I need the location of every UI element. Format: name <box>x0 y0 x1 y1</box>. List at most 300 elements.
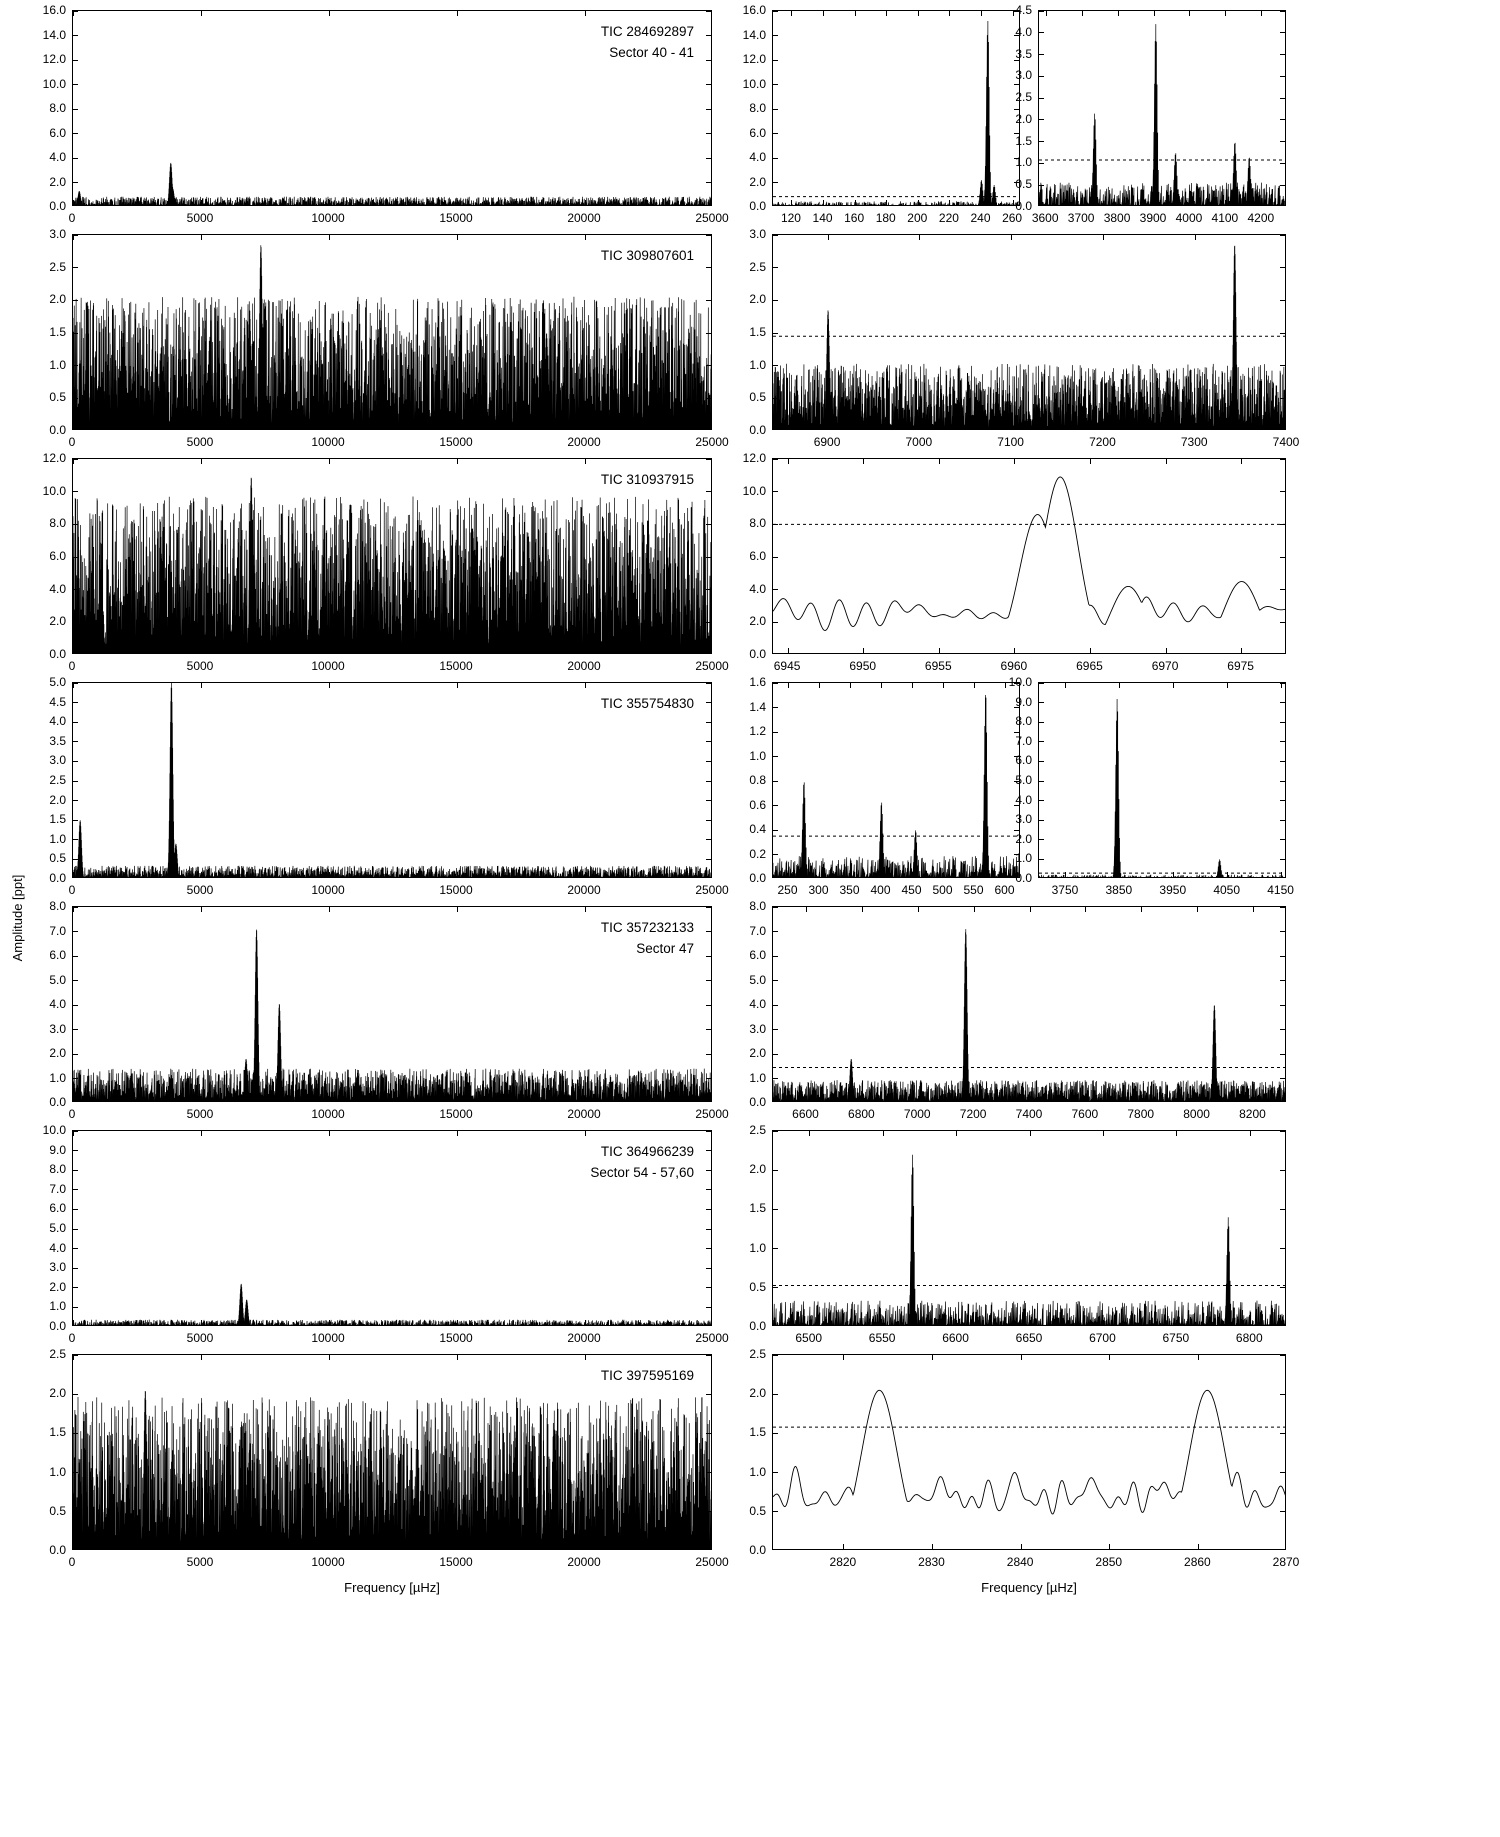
y-tick-mark <box>773 557 778 558</box>
y-tick-mark <box>73 557 78 558</box>
y-tick-mark <box>706 589 711 590</box>
y-tick-mark <box>73 839 78 840</box>
panel-annotation: TIC 397595169 <box>600 1368 694 1383</box>
x-tick-mark <box>1021 1355 1022 1360</box>
plot-frame <box>772 458 1286 654</box>
x-tick-mark <box>1176 1131 1177 1136</box>
panel-annotation: TIC 355754830 <box>600 696 694 711</box>
y-tick-mark <box>1280 398 1285 399</box>
x-tick-mark <box>1154 200 1155 205</box>
y-tick-label: 3.0 <box>1015 812 1032 827</box>
x-tick-mark <box>1154 11 1155 16</box>
y-tick-mark <box>706 1054 711 1055</box>
x-tick-mark <box>919 235 920 240</box>
y-tick-mark <box>773 1078 778 1079</box>
x-tick-mark <box>1103 1131 1104 1136</box>
spectrum-trace <box>773 235 1286 430</box>
y-tick-label: 3.0 <box>49 753 66 768</box>
x-tick-label: 7400 <box>1015 1107 1043 1121</box>
y-tick-mark <box>706 1307 711 1308</box>
y-tick-mark <box>1280 1005 1285 1006</box>
y-tick-mark <box>73 820 78 821</box>
y-tick-mark <box>706 182 711 183</box>
x-tick-mark <box>1119 872 1120 877</box>
x-tick-mark <box>201 1131 202 1136</box>
y-tick-mark <box>773 365 778 366</box>
y-tick-label: 16.0 <box>42 3 66 17</box>
x-tick-label: 0 <box>68 659 76 673</box>
plot-panel-row3-full <box>42 451 729 673</box>
x-tick-mark <box>201 1355 202 1360</box>
x-tick-label: 2840 <box>1006 1555 1034 1569</box>
y-tick-label: 1.0 <box>49 831 66 846</box>
x-tick-mark <box>1109 1355 1110 1360</box>
x-tick-label: 160 <box>844 211 865 225</box>
y-tick-label: 2.0 <box>49 1279 66 1294</box>
x-tick-mark <box>1261 11 1262 16</box>
x-tick-mark <box>823 11 824 16</box>
x-tick-label: 240 <box>970 211 991 225</box>
x-tick-label: 6700 <box>1089 1331 1116 1345</box>
y-tick-label: 0.6 <box>749 797 766 812</box>
spectrum-trace <box>73 459 712 654</box>
y-tick-mark <box>73 589 78 590</box>
x-tick-mark <box>73 1355 74 1360</box>
y-tick-mark <box>773 300 778 301</box>
x-tick-mark <box>883 1131 884 1136</box>
x-tick-label: 6750 <box>1162 1331 1190 1345</box>
y-tick-mark <box>1280 1287 1285 1288</box>
y-tick-label: 1.0 <box>749 1070 766 1085</box>
y-tick-mark <box>73 622 78 623</box>
y-tick-label: 0.0 <box>49 1095 66 1109</box>
x-tick-label: 260 <box>1002 211 1023 225</box>
y-tick-mark <box>706 158 711 159</box>
x-tick-mark <box>912 872 913 877</box>
plot-frame <box>72 906 712 1102</box>
plot-panel-row6-zoom <box>749 1123 1286 1345</box>
x-tick-mark <box>73 683 74 688</box>
x-tick-mark <box>1241 648 1242 653</box>
y-tick-mark <box>706 1248 711 1249</box>
y-tick-mark <box>1039 185 1044 186</box>
x-tick-mark <box>806 1096 807 1101</box>
y-tick-label: 2.0 <box>49 1386 66 1401</box>
y-tick-label: 6.0 <box>749 125 766 140</box>
x-tick-label: 7400 <box>1272 435 1300 449</box>
plot-panel-row3-zoom <box>742 451 1286 673</box>
y-tick-label: 4.0 <box>49 714 66 729</box>
x-tick-label: 3850 <box>1105 883 1133 897</box>
y-tick-mark <box>1280 11 1285 12</box>
y-tick-mark <box>706 1005 711 1006</box>
x-tick-label: 10000 <box>311 211 345 225</box>
x-tick-mark <box>1046 200 1047 205</box>
x-tick-mark <box>329 683 330 688</box>
x-tick-mark <box>932 1544 933 1549</box>
y-tick-mark <box>706 741 711 742</box>
x-tick-mark <box>1103 235 1104 240</box>
plot-frame <box>72 682 712 878</box>
x-tick-mark <box>1176 1320 1177 1325</box>
y-tick-mark <box>706 980 711 981</box>
y-tick-label: 1.2 <box>749 724 766 738</box>
y-tick-label: 1.0 <box>1015 851 1032 866</box>
plot-frame <box>72 1130 712 1326</box>
y-tick-mark <box>773 830 778 831</box>
y-tick-mark <box>706 1268 711 1269</box>
y-tick-mark <box>73 859 78 860</box>
x-tick-mark <box>1225 200 1226 205</box>
x-tick-label: 250 <box>777 883 798 897</box>
x-tick-mark <box>1250 1320 1251 1325</box>
x-tick-mark <box>881 872 882 877</box>
x-tick-mark <box>1011 424 1012 429</box>
x-tick-mark <box>1119 683 1120 688</box>
x-tick-label: 6965 <box>1076 659 1103 673</box>
x-tick-mark <box>981 11 982 16</box>
y-tick-mark <box>73 109 78 110</box>
x-tick-mark <box>585 235 586 240</box>
y-tick-mark <box>706 1229 711 1230</box>
panel-annotation: Sector 54 - 57,60 <box>590 1165 694 1180</box>
y-tick-mark <box>1280 163 1285 164</box>
y-tick-label: 0.5 <box>749 390 766 405</box>
x-tick-mark <box>1085 1096 1086 1101</box>
y-tick-mark <box>773 1355 778 1356</box>
y-tick-label: 0.0 <box>49 423 66 437</box>
y-tick-label: 6.0 <box>49 549 66 563</box>
y-tick-mark <box>1039 839 1044 840</box>
y-tick-mark <box>1280 1394 1285 1395</box>
x-tick-mark <box>1173 683 1174 688</box>
x-tick-label: 2820 <box>829 1555 857 1569</box>
x-tick-label: 15000 <box>439 1331 473 1345</box>
x-tick-mark <box>956 1320 957 1325</box>
x-tick-mark <box>201 872 202 877</box>
x-tick-label: 7200 <box>959 1107 987 1121</box>
y-tick-mark <box>706 1511 711 1512</box>
x-tick-mark <box>918 1096 919 1101</box>
y-tick-label: 0.0 <box>749 199 766 213</box>
x-tick-mark <box>956 1131 957 1136</box>
y-tick-label: 3.0 <box>1015 68 1032 83</box>
y-tick-mark <box>1280 761 1285 762</box>
x-tick-label: 3750 <box>1051 883 1079 897</box>
x-tick-label: 7800 <box>1127 1107 1155 1121</box>
plot-frame <box>772 10 1020 206</box>
x-tick-mark <box>932 1355 933 1360</box>
y-tick-mark <box>706 820 711 821</box>
x-tick-label: 4150 <box>1267 883 1294 897</box>
y-tick-label: 10.0 <box>742 483 766 498</box>
x-tick-mark <box>1166 648 1167 653</box>
x-tick-mark <box>73 424 74 429</box>
x-tick-label: 400 <box>870 883 891 897</box>
x-tick-mark <box>457 1131 458 1136</box>
y-tick-label: 12.0 <box>742 451 766 465</box>
x-tick-mark <box>1141 907 1142 912</box>
y-tick-label: 1.5 <box>749 325 766 339</box>
y-tick-mark <box>1039 820 1044 821</box>
y-tick-mark <box>73 158 78 159</box>
y-tick-label: 2.0 <box>49 1046 66 1060</box>
y-tick-mark <box>706 109 711 110</box>
x-tick-mark <box>788 648 789 653</box>
y-tick-label: 1.0 <box>749 748 766 763</box>
y-tick-mark <box>1280 907 1285 908</box>
y-tick-mark <box>706 1029 711 1030</box>
y-tick-mark <box>73 980 78 981</box>
y-tick-mark <box>1280 1029 1285 1030</box>
y-tick-mark <box>73 1355 78 1356</box>
y-tick-label: 0.0 <box>49 199 66 213</box>
y-tick-label: 0.4 <box>749 822 766 836</box>
x-tick-mark <box>1250 1131 1251 1136</box>
y-tick-mark <box>1039 76 1044 77</box>
y-tick-mark <box>73 956 78 957</box>
y-tick-label: 1.0 <box>49 357 66 372</box>
y-tick-label: 2.0 <box>749 1046 766 1060</box>
x-tick-mark <box>949 200 950 205</box>
x-tick-label: 7000 <box>903 1107 931 1121</box>
plot-panel-row6-full <box>42 1123 729 1345</box>
spectrum-trace <box>73 1355 712 1550</box>
y-tick-mark <box>73 35 78 36</box>
x-tick-mark <box>1227 683 1228 688</box>
x-tick-mark <box>1030 1096 1031 1101</box>
y-tick-label: 0.0 <box>749 1543 766 1557</box>
y-tick-mark <box>706 1355 711 1356</box>
x-tick-mark <box>843 1544 844 1549</box>
x-tick-label: 6900 <box>813 435 841 449</box>
spectrum-trace <box>73 235 712 430</box>
x-tick-mark <box>329 648 330 653</box>
y-tick-mark <box>773 109 778 110</box>
x-tick-mark <box>201 200 202 205</box>
y-tick-mark <box>1280 820 1285 821</box>
y-tick-mark <box>73 133 78 134</box>
y-tick-mark <box>706 931 711 932</box>
x-tick-mark <box>1195 235 1196 240</box>
y-tick-label: 0.5 <box>49 1503 66 1518</box>
y-tick-mark <box>773 907 778 908</box>
x-tick-mark <box>819 683 820 688</box>
x-tick-label: 20000 <box>567 435 601 449</box>
y-tick-mark <box>73 491 78 492</box>
y-tick-mark <box>773 133 778 134</box>
y-tick-mark <box>1280 557 1285 558</box>
y-tick-mark <box>73 365 78 366</box>
x-tick-mark <box>974 907 975 912</box>
y-tick-mark <box>73 1189 78 1190</box>
x-tick-label: 0 <box>68 1555 76 1569</box>
y-tick-mark <box>773 398 778 399</box>
x-tick-mark <box>1173 872 1174 877</box>
y-tick-mark <box>706 702 711 703</box>
y-tick-mark <box>773 781 778 782</box>
panel-annotation: TIC 310937915 <box>600 472 694 487</box>
y-tick-label: 1.5 <box>49 325 66 339</box>
x-tick-mark <box>201 1096 202 1101</box>
x-tick-mark <box>1189 200 1190 205</box>
y-tick-label: 5.0 <box>49 675 66 689</box>
x-tick-mark <box>918 200 919 205</box>
y-tick-mark <box>1280 185 1285 186</box>
y-tick-mark <box>1280 1472 1285 1473</box>
x-tick-label: 20000 <box>567 211 601 225</box>
y-tick-mark <box>706 524 711 525</box>
x-tick-label: 8000 <box>1183 1107 1210 1121</box>
y-tick-mark <box>73 1287 78 1288</box>
x-tick-mark <box>1118 11 1119 16</box>
x-tick-mark <box>457 235 458 240</box>
spectrum-trace <box>773 683 1020 878</box>
y-tick-label: 4.0 <box>749 581 766 596</box>
x-tick-mark <box>1166 459 1167 464</box>
y-tick-mark <box>773 1170 778 1171</box>
y-tick-label: 0.0 <box>749 871 766 885</box>
x-tick-label: 5000 <box>186 1331 214 1345</box>
y-tick-mark <box>1280 589 1285 590</box>
y-tick-mark <box>1014 830 1019 831</box>
x-tick-mark <box>863 459 864 464</box>
x-tick-mark <box>457 1096 458 1101</box>
y-tick-label: 8.0 <box>749 899 766 913</box>
x-tick-mark <box>457 907 458 912</box>
plot-panel-row4-zoomB <box>1008 675 1294 897</box>
y-tick-label: 3.0 <box>749 227 766 241</box>
y-tick-label: 1.0 <box>49 1299 66 1314</box>
y-tick-mark <box>706 84 711 85</box>
y-tick-mark <box>1280 622 1285 623</box>
x-tick-mark <box>585 683 586 688</box>
y-tick-label: 0.5 <box>749 1279 766 1294</box>
x-tick-label: 20000 <box>567 1331 601 1345</box>
y-tick-label: 14.0 <box>42 27 66 42</box>
y-tick-label: 2.0 <box>749 614 766 629</box>
x-tick-mark <box>1195 424 1196 429</box>
y-tick-label: 1.0 <box>749 357 766 372</box>
x-tick-label: 20000 <box>567 659 601 673</box>
x-tick-mark <box>585 872 586 877</box>
y-tick-label: 2.0 <box>749 1386 766 1401</box>
x-tick-label: 180 <box>875 211 896 225</box>
y-tick-mark <box>706 859 711 860</box>
x-tick-mark <box>939 648 940 653</box>
x-tick-mark <box>843 1355 844 1360</box>
x-tick-label: 3800 <box>1103 211 1131 225</box>
y-tick-mark <box>706 1287 711 1288</box>
x-tick-mark <box>73 200 74 205</box>
y-tick-mark <box>73 702 78 703</box>
x-tick-label: 200 <box>907 211 928 225</box>
y-tick-mark <box>1039 722 1044 723</box>
x-tick-mark <box>457 648 458 653</box>
y-tick-mark <box>773 1433 778 1434</box>
x-tick-mark <box>457 872 458 877</box>
x-tick-mark <box>1109 1544 1110 1549</box>
y-tick-label: 7.0 <box>749 923 766 938</box>
x-tick-label: 450 <box>901 883 922 897</box>
y-tick-mark <box>1280 741 1285 742</box>
x-tick-mark <box>819 872 820 877</box>
y-tick-label: 3.0 <box>49 1021 66 1036</box>
x-tick-label: 10000 <box>311 883 345 897</box>
y-tick-mark <box>1039 163 1044 164</box>
y-tick-label: 6.0 <box>49 125 66 140</box>
x-tick-mark <box>1065 872 1066 877</box>
y-tick-mark <box>73 1131 78 1132</box>
y-tick-label: 8.0 <box>1015 714 1032 729</box>
x-tick-label: 15000 <box>439 211 473 225</box>
x-tick-mark <box>457 1320 458 1325</box>
y-tick-label: 5.0 <box>49 972 66 987</box>
x-tick-label: 600 <box>994 883 1015 897</box>
x-tick-label: 10000 <box>311 659 345 673</box>
y-tick-label: 6.0 <box>1015 753 1032 768</box>
y-tick-label: 10.0 <box>742 76 766 91</box>
x-tick-mark <box>974 872 975 877</box>
y-tick-label: 0.5 <box>49 390 66 405</box>
y-tick-mark <box>73 683 78 684</box>
y-tick-mark <box>73 1394 78 1395</box>
y-tick-mark <box>1014 109 1019 110</box>
x-tick-mark <box>329 1131 330 1136</box>
y-tick-mark <box>1039 32 1044 33</box>
y-tick-label: 4.5 <box>49 694 66 709</box>
spectrum-trace <box>773 459 1286 654</box>
x-tick-mark <box>886 200 887 205</box>
x-tick-mark <box>585 1544 586 1549</box>
x-tick-mark <box>788 872 789 877</box>
x-tick-label: 25000 <box>695 435 729 449</box>
y-tick-mark <box>773 756 778 757</box>
x-tick-label: 25000 <box>695 1107 729 1121</box>
y-tick-mark <box>1039 781 1044 782</box>
y-tick-label: 0.0 <box>49 647 66 661</box>
y-tick-mark <box>73 1307 78 1308</box>
x-tick-label: 25000 <box>695 659 729 673</box>
y-tick-mark <box>1280 859 1285 860</box>
y-tick-label: 16.0 <box>742 3 766 17</box>
y-tick-mark <box>73 84 78 85</box>
x-tick-mark <box>585 1096 586 1101</box>
y-tick-label: 7.0 <box>1015 733 1032 748</box>
x-tick-label: 6800 <box>848 1107 875 1121</box>
x-tick-mark <box>862 1096 863 1101</box>
y-tick-mark <box>73 459 78 460</box>
x-tick-mark <box>1189 11 1190 16</box>
x-tick-mark <box>1085 907 1086 912</box>
x-tick-mark <box>329 1096 330 1101</box>
x-tick-label: 25000 <box>695 883 729 897</box>
y-tick-label: 2.5 <box>749 259 766 274</box>
x-tick-label: 7100 <box>997 435 1024 449</box>
x-tick-label: 7300 <box>1180 435 1208 449</box>
y-tick-label: 6.0 <box>49 1201 66 1216</box>
x-tick-label: 0 <box>68 1331 76 1345</box>
y-tick-mark <box>773 589 778 590</box>
x-tick-mark <box>1082 200 1083 205</box>
plot-frame <box>772 1354 1286 1550</box>
x-tick-label: 3950 <box>1159 883 1187 897</box>
y-tick-mark <box>706 722 711 723</box>
x-tick-label: 7000 <box>905 435 933 449</box>
y-tick-mark <box>73 524 78 525</box>
x-tick-mark <box>329 424 330 429</box>
y-tick-mark <box>773 683 778 684</box>
